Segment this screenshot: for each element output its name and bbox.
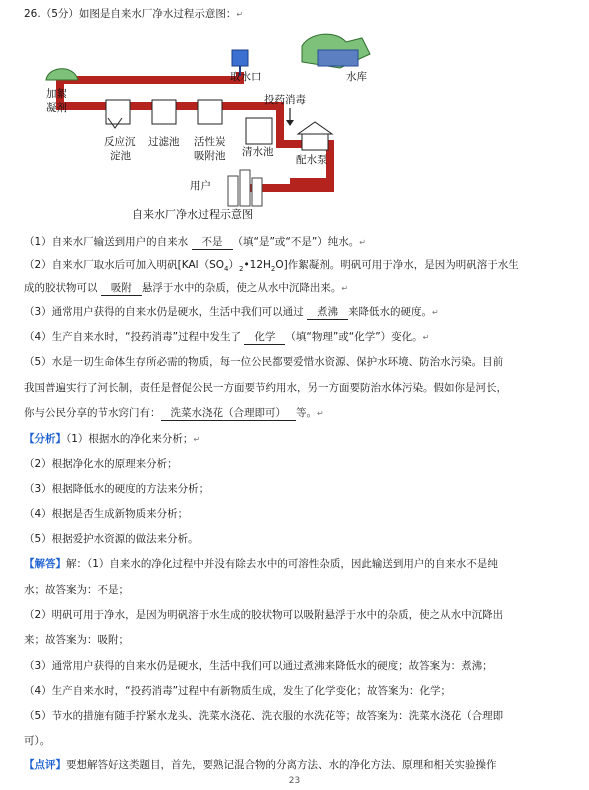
item-2: （2）自来水厂取水后可加入明矾$[KAl(SO_4)_2•12H_2O]$作絮凝剂。明矾可用于净水，是因为明矾溶于水生 <box>24 259 519 274</box>
item-5-line-1: （5）水是一切生命体生存所必需的物质，每一位公民都要爱惜水资源、保护水环境、防治水污染。目前 <box>24 356 504 368</box>
analysis-line-3: （3）根据降低水的硬度的方法来分析； <box>24 483 210 495</box>
label-intake: 取水口 <box>230 71 262 83</box>
item-1: （1）自来水厂输送到用户的自来水 不是 （填“是”或“不是”）纯水。↵ <box>24 236 366 248</box>
label-pump: 配水泵 <box>296 154 328 166</box>
label-user: 用户 <box>190 180 211 192</box>
item-2-cont: 成的胶状物可以 吸附 悬浮于水中的杂质，使之从水中沉降出来。↵ <box>24 282 349 294</box>
coagulant-hill <box>46 69 78 80</box>
item-3: （3）通常用户获得的自来水仍是硬水，生活中我们可以通过 煮沸 来降低水的硬度。↵ <box>24 306 439 318</box>
question-score: （5分） <box>40 8 79 20</box>
user-buildings <box>228 170 262 206</box>
comment-line: 【点评】要想解答好这类题目，首先，要熟记混合物的分离方法、水的净化方法、原理和相关实验操作 <box>24 759 497 771</box>
label-dosing: 投药消毒 <box>264 94 306 106</box>
solution-line-3: （2）明矾可用于净水，是因为明矾溶于水生成的胶状物可以吸附悬浮于水中的杂质，使之从水中沉降出 <box>24 609 504 621</box>
reservoir-water <box>318 50 358 66</box>
analysis-line-4: （4）根据是否生成新物质来分析； <box>24 508 189 520</box>
label-reservoir: 水库 <box>346 71 367 83</box>
answer-1: 不是 <box>192 235 233 250</box>
answer-5: 洗菜水浇花（合理即可） <box>161 406 297 421</box>
item-4: （4）生产自来水时，“投药消毒”过程中发生了 化学 （填“物理”或“化学”）变化。↵ <box>24 331 430 343</box>
tank-filter <box>152 100 176 124</box>
label-carbon-1: 活性炭 <box>194 136 226 148</box>
tank-carbon <box>198 100 222 124</box>
item-5-line-3: 你与公民分享的节水窍门有： 洗菜水浇花（合理即可） 等。↵ <box>24 407 324 419</box>
diagram-caption: 自来水厂净水过程示意图 <box>132 208 253 221</box>
solution-line-2: 水；故答案为：不是； <box>24 584 129 596</box>
solution-line-4: 来；故答案为：吸附； <box>24 634 129 646</box>
solution-line-6: （4）生产自来水时，“投药消毒”过程中有新物质生成，发生了化学变化；故答案为：化学； <box>24 685 452 697</box>
solution-tag: 【解答】 <box>24 558 66 570</box>
pump-house <box>298 122 332 150</box>
label-sedimentation-1: 反应沉 <box>104 136 136 148</box>
question-header: 26.（5分）如图是自来水厂净水过程示意图：↵ <box>24 8 244 20</box>
label-sedimentation-2: 淀池 <box>110 150 131 162</box>
comment-tag: 【点评】 <box>24 759 66 771</box>
item-5-line-2: 我国普遍实行了河长制，责任是督促公民一方面要节约用水，另一方面要防治水体污染。假如你是河长， <box>24 382 507 394</box>
solution-line-1: 【解答】解：（1）自来水的净化过程中并没有除去水中的可溶性杂质，因此输送到用户的自来水不是纯 <box>24 558 498 570</box>
water-treatment-diagram <box>40 28 380 226</box>
label-filter: 过滤池 <box>148 136 180 148</box>
label-coagulant-1: 加絮 <box>46 88 67 100</box>
answer-3: 煮沸 <box>307 305 348 320</box>
tank-sedimentation <box>106 100 130 128</box>
diagram-graphic <box>40 28 380 226</box>
pipe-main <box>60 72 330 182</box>
analysis-line-2: （2）根据净化水的原理来分析； <box>24 458 178 470</box>
analysis-line-5: （5）根据爱护水资源的做法来分析。 <box>24 533 199 545</box>
question-stem: 如图是自来水厂净水过程示意图： <box>78 8 237 20</box>
question-number: 26. <box>24 8 41 20</box>
solution-line-8: 可）。 <box>24 735 51 747</box>
answer-2: 吸附 <box>101 281 142 296</box>
label-coagulant-2: 凝剂 <box>46 102 67 114</box>
label-carbon-2: 吸附池 <box>194 150 226 162</box>
answer-4: 化学 <box>244 330 285 345</box>
tank-clear <box>246 118 272 144</box>
intake-box <box>232 50 248 66</box>
solution-line-5: （3）通常用户获得的自来水仍是硬水，生活中我们可以通过煮沸来降低水的硬度；故答案为：煮沸； <box>24 660 493 672</box>
page-number: 23 <box>288 776 301 786</box>
label-clear: 清水池 <box>242 146 274 158</box>
analysis-tag: 【分析】 <box>24 433 66 445</box>
analysis-line-1: 【分析】（1）根据水的净化来分析；↵ <box>24 433 201 445</box>
solution-line-7: （5）节水的措施有随手拧紧水龙头、洗菜水浇花、洗衣服的水洗花等；故答案为：洗菜水浇花（合理即 <box>24 710 504 722</box>
